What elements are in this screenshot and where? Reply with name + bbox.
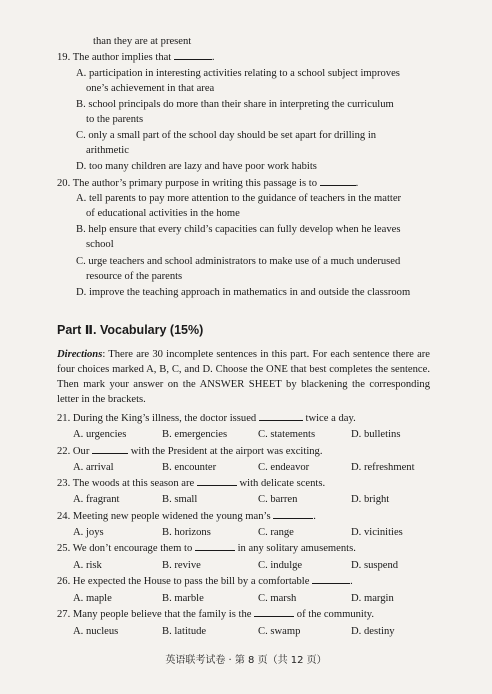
q20-option-d: D. improve the teaching approach in mathematics in and outside the classroom bbox=[76, 287, 411, 298]
q26-choice-c: C. marsh bbox=[258, 593, 297, 604]
q19-stem-end: . bbox=[211, 52, 215, 63]
q19-option-d: D. too many children are lazy and have poor work habits bbox=[76, 161, 317, 172]
q21-stem-text: 21. During the King’s illness, the doctor issued bbox=[57, 413, 257, 424]
q22-stem bbox=[57, 444, 323, 458]
q23-stem-text: 23. The woods at this season are bbox=[57, 478, 195, 489]
q20-option-a: A. tell parents to pay more attention to the guidance of teachers in the matter bbox=[76, 193, 402, 204]
q19-option-a: A. participation in interesting activities relating to a school subject improves bbox=[76, 68, 400, 79]
q21-stem bbox=[57, 411, 356, 425]
q26-choice-b: B. marble bbox=[162, 593, 204, 604]
q26-stem-text: 26. He expected the House to pass the bill by a comfortable bbox=[57, 576, 310, 587]
q24-stem-text: 24. Meeting new people widened the young man’s bbox=[57, 511, 271, 522]
q22-blank bbox=[92, 444, 128, 454]
directions-text: : There are 30 incomplete sentences in this part. For each sentence there are four choices marked A, B, C, and D. Choose the ONE that best completes the sentence. Then mark your answer on the ANSWER SHEET by blackening the corresponding letter in the brackets. bbox=[57, 349, 430, 405]
directions-paragraph bbox=[57, 347, 430, 407]
q24-choice-d: D. vicinities bbox=[351, 527, 403, 538]
q26-blank bbox=[312, 574, 350, 584]
q25-stem-end: in any solitary amusements. bbox=[237, 543, 356, 554]
q27-choice-b: B. latitude bbox=[162, 626, 207, 637]
q23-choice-d: D. bright bbox=[351, 494, 390, 505]
q26-stem-end: . bbox=[350, 576, 353, 587]
q21-blank bbox=[259, 411, 303, 421]
q19-stem bbox=[57, 50, 215, 64]
q25-stem-text: 25. We don’t encourage them to bbox=[57, 543, 193, 554]
q26-stem bbox=[57, 574, 353, 588]
q19-option-c-cont: arithmetic bbox=[86, 145, 129, 156]
part-ii-title: Part Ⅱ. Vocabulary (15%) bbox=[57, 323, 204, 337]
q25-choice-c: C. indulge bbox=[258, 560, 303, 571]
q19-stem-text: 19. The author implies that bbox=[57, 52, 172, 63]
q20-blank bbox=[320, 176, 356, 186]
q19-option-c: C. only a small part of the school day should be set apart for drilling in bbox=[76, 130, 377, 141]
q20-option-a-cont: of educational activities in the home bbox=[86, 208, 240, 219]
q20-option-c: C. urge teachers and school administrators to make use of a much underused bbox=[76, 256, 401, 267]
directions-label: Directions bbox=[57, 349, 103, 360]
q27-stem-text: 27. Many people believe that the family is the bbox=[57, 609, 252, 620]
q27-choice-c: C. swamp bbox=[258, 626, 301, 637]
q24-stem bbox=[57, 509, 316, 523]
q23-choice-b: B. small bbox=[162, 494, 198, 505]
q21-choice-d: D. bulletins bbox=[351, 429, 401, 440]
q19-option-b: B. school principals do more than their share in interpreting the curriculum bbox=[76, 99, 394, 110]
q25-choice-a: A. risk bbox=[73, 560, 102, 571]
q22-stem-end: with the President at the airport was exciting. bbox=[130, 446, 323, 457]
q26-choice-a: A. maple bbox=[73, 593, 112, 604]
q27-blank bbox=[254, 607, 294, 617]
q23-blank bbox=[197, 476, 237, 486]
q23-stem bbox=[57, 476, 325, 490]
q21-choice-c: C. statements bbox=[258, 429, 316, 440]
q24-choice-a: A. joys bbox=[73, 527, 104, 538]
q20-option-c-cont: resource of the parents bbox=[86, 271, 183, 282]
q23-stem-end: with delicate scents. bbox=[239, 478, 326, 489]
q20-stem-text: 20. The author’s primary purpose in writing this passage is to bbox=[57, 178, 318, 189]
page-footer: 英语联考试卷 · 第 8 页（共 12 页） bbox=[165, 655, 327, 666]
q25-stem bbox=[57, 541, 356, 555]
q22-choice-a: A. arrival bbox=[73, 462, 114, 473]
q20-stem-end: . bbox=[355, 178, 359, 189]
q19-option-a-cont: one’s achievement in that area bbox=[86, 83, 215, 94]
q22-choice-b: B. encounter bbox=[162, 462, 217, 473]
q27-stem-end: of the community. bbox=[296, 609, 375, 620]
q19-option-b-cont: to the parents bbox=[86, 114, 144, 125]
q25-choice-d: D. suspend bbox=[351, 560, 399, 571]
q26-choice-d: D. margin bbox=[351, 593, 394, 604]
q25-choice-b: B. revive bbox=[162, 560, 201, 571]
q21-choice-a: A. urgencies bbox=[73, 429, 127, 440]
q27-stem bbox=[57, 607, 374, 621]
q19-blank bbox=[174, 50, 212, 60]
q24-blank bbox=[273, 509, 313, 519]
q22-choice-d: D. refreshment bbox=[351, 462, 415, 473]
q21-choice-b: B. emergencies bbox=[162, 429, 228, 440]
q22-stem-text: 22. Our bbox=[57, 446, 90, 457]
q22-choice-c: C. endeavor bbox=[258, 462, 310, 473]
q20-option-b-cont: school bbox=[86, 239, 114, 250]
q27-choice-d: D. destiny bbox=[351, 626, 395, 637]
q20-option-b: B. help ensure that every child’s capacities can fully develop when he leaves bbox=[76, 224, 401, 235]
q18-continuation: than they are at present bbox=[93, 36, 192, 47]
q24-choice-c: C. range bbox=[258, 527, 294, 538]
q21-stem-end: twice a day. bbox=[305, 413, 356, 424]
q24-stem-end: . bbox=[313, 511, 316, 522]
q25-blank bbox=[195, 541, 235, 551]
q20-stem bbox=[57, 176, 358, 190]
q23-choice-c: C. barren bbox=[258, 494, 298, 505]
q23-choice-a: A. fragrant bbox=[73, 494, 120, 505]
q24-choice-b: B. horizons bbox=[162, 527, 211, 538]
q27-choice-a: A. nucleus bbox=[73, 626, 119, 637]
